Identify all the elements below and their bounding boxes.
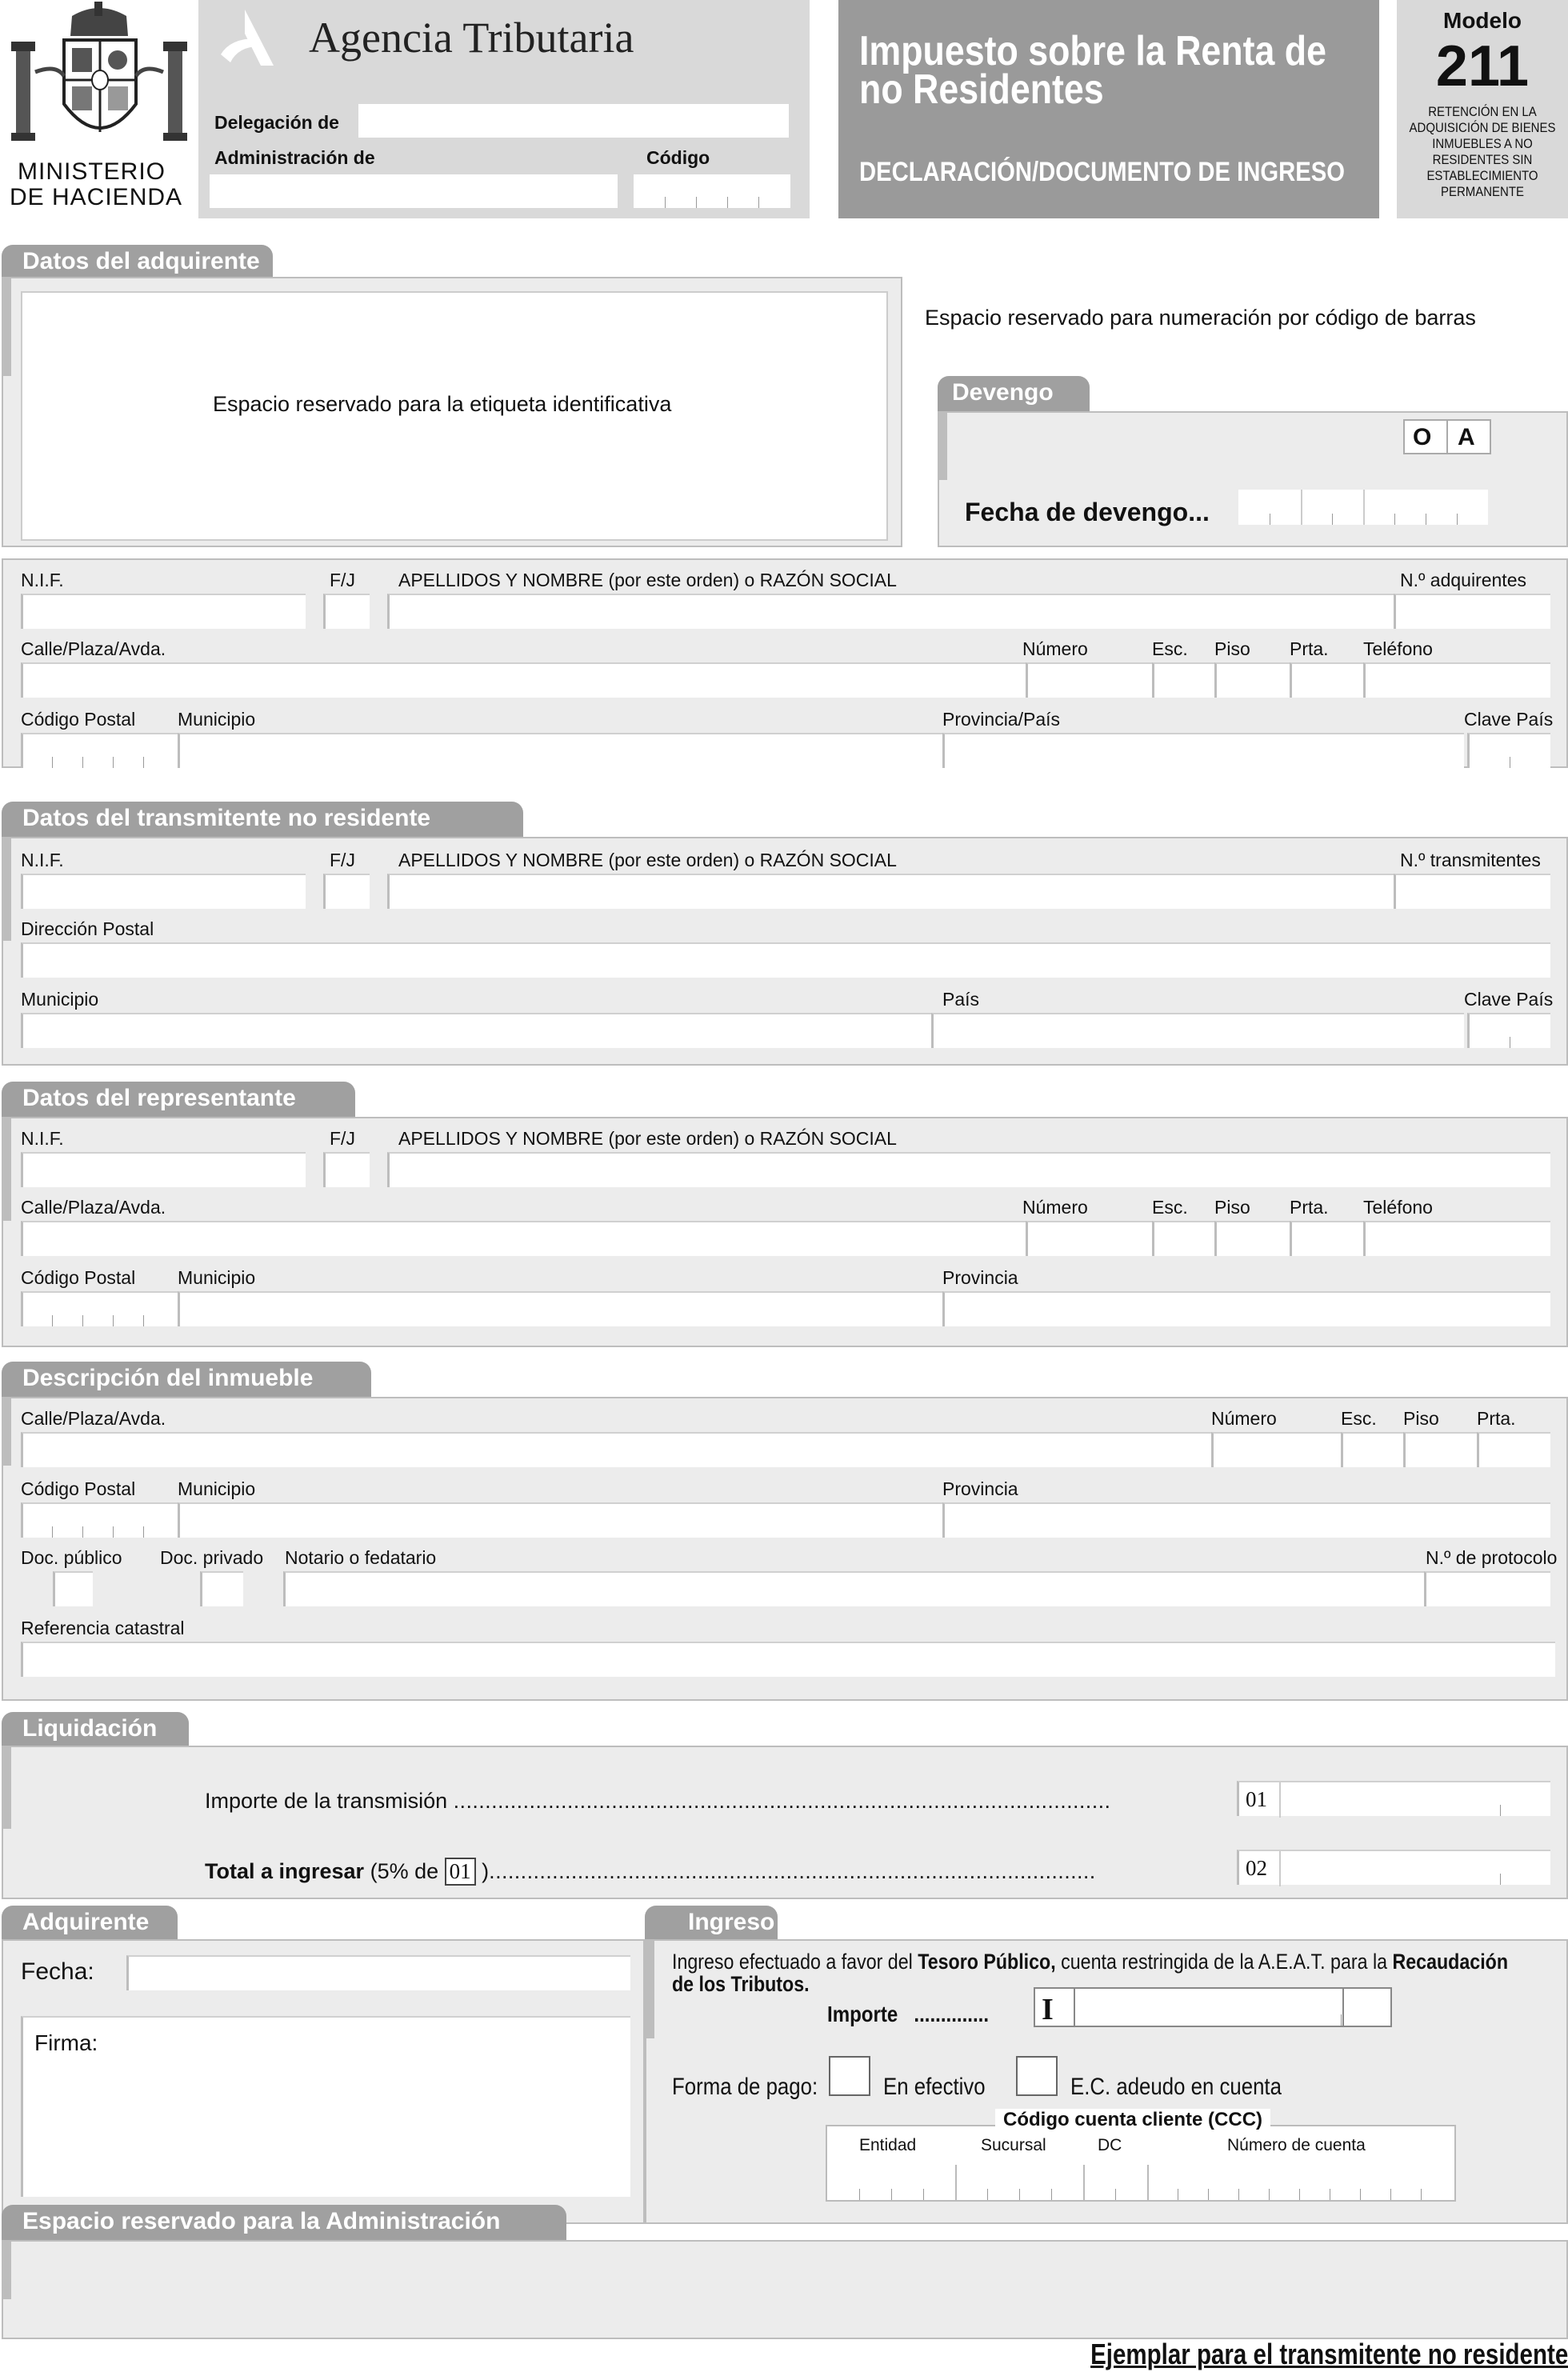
rep-cp-label: Código Postal [21, 1267, 136, 1288]
casilla-02: 02 [1246, 1856, 1267, 1880]
adq-esc-field[interactable] [1152, 662, 1214, 698]
adq-count-field[interactable] [1394, 594, 1550, 629]
tab-adquirente-firma: Adquirente [2, 1906, 178, 1941]
inm-notario-label: Notario o fedatario [285, 1547, 437, 1568]
adq-clave-pais-field[interactable] [1467, 733, 1550, 768]
adq-telefono-field[interactable] [1363, 662, 1550, 698]
tr-direccion-field[interactable] [21, 942, 1550, 978]
rep-fj-label: F/J [330, 1128, 355, 1149]
codigo-field[interactable] [634, 174, 790, 208]
tr-clave-pais-field[interactable] [1467, 1013, 1550, 1048]
adq-street-field[interactable] [21, 662, 1026, 698]
inm-protocolo-label: N.º de protocolo [1426, 1547, 1558, 1568]
modelo-panel [1397, 0, 1568, 218]
tab-transmitente: Datos del transmitente no residente [2, 802, 523, 838]
inm-protocolo-field[interactable] [1424, 1571, 1550, 1606]
adq-numero-label: Número [1022, 638, 1088, 659]
agency-panel [198, 0, 810, 218]
adq-telefono-label: Teléfono [1363, 638, 1433, 659]
tab-representante: Datos del representante [2, 1082, 355, 1118]
tr-clave-pais-label: Clave País [1464, 989, 1554, 1010]
tr-count-label: N.º transmitentes [1400, 850, 1541, 870]
rep-esc-label: Esc. [1152, 1197, 1188, 1218]
ingreso-text: Ingreso efectuado a favor del Tesoro Público, cuenta restringida de la A.E.A.T. para la Recaudación de los Tributos. [672, 1950, 1509, 1996]
title-panel [838, 0, 1379, 218]
agency-logo-icon [214, 6, 277, 69]
ministry-name-line2: DE HACIENDA [10, 184, 183, 210]
adq-numero-field[interactable] [1026, 662, 1152, 698]
rep-numero-field[interactable] [1026, 1221, 1152, 1256]
tr-pais-label: País [942, 989, 980, 1010]
tr-pais-field[interactable] [931, 1013, 1464, 1048]
rep-telefono-label: Teléfono [1363, 1197, 1433, 1218]
adq-nif-field[interactable] [21, 594, 306, 629]
efectivo-label: En efectivo [883, 2074, 986, 2100]
tr-count-field[interactable] [1394, 874, 1550, 909]
rep-provincia-field[interactable] [942, 1291, 1550, 1326]
rep-nif-label: N.I.F. [21, 1128, 64, 1149]
total-ingresar-field[interactable] [1237, 1850, 1550, 1885]
adq-piso-label: Piso [1214, 638, 1250, 659]
rep-numero-label: Número [1022, 1197, 1088, 1218]
rep-telefono-field[interactable] [1363, 1221, 1550, 1256]
inm-provincia-label: Provincia [942, 1478, 1018, 1499]
etiqueta-text: Espacio reservado para la etiqueta identificativa [213, 392, 672, 416]
fecha-label: Fecha: [21, 1958, 94, 1985]
forma-pago-label: Forma de pago: [672, 2074, 818, 2100]
ministry-logo [8, 0, 200, 216]
title-line2: no Residentes [859, 66, 1104, 113]
ingreso-importe-field[interactable] [1034, 1987, 1392, 2027]
adeudo-checkbox[interactable] [1016, 2056, 1058, 2096]
etiqueta-box [21, 291, 888, 541]
adq-fj-field[interactable] [323, 594, 370, 629]
adq-provincia-field[interactable] [942, 733, 1464, 768]
devengo-o: O [1413, 424, 1432, 450]
importe-transmision-field[interactable] [1237, 1781, 1550, 1816]
adq-name-label: APELLIDOS Y NOMBRE (por este orden) o RAZÓN SOCIAL [398, 570, 897, 590]
adq-fj-label: F/J [330, 570, 355, 590]
delegacion-field[interactable] [358, 104, 789, 138]
efectivo-checkbox[interactable] [829, 2056, 870, 2096]
rep-piso-label: Piso [1214, 1197, 1250, 1218]
codigo-label: Código [646, 147, 710, 168]
firma-label: Firma: [34, 2030, 98, 2055]
agency-name: Agencia Tributaria [309, 14, 634, 62]
inm-ref-catastral-label: Referencia catastral [21, 1618, 185, 1638]
rep-esc-field[interactable] [1152, 1221, 1214, 1256]
inm-ref-catastral-field[interactable] [21, 1642, 1555, 1677]
adq-name-field[interactable] [387, 594, 1394, 629]
ccc-box [826, 2109, 1456, 2202]
tr-nif-label: N.I.F. [21, 850, 64, 870]
adq-street-label: Calle/Plaza/Avda. [21, 638, 166, 659]
rep-name-field[interactable] [387, 1152, 1550, 1187]
ccc-sucursal-label: Sucursal [981, 2136, 1046, 2154]
rep-fj-field[interactable] [323, 1152, 370, 1187]
importe-i-letter: I [1042, 1993, 1054, 2026]
modelo-label: Modelo [1443, 8, 1522, 33]
tab-liquidacion: Liquidación [2, 1712, 189, 1747]
rep-cp-field[interactable] [21, 1291, 178, 1326]
importe-transmision-label: Importe de la transmisión ........................................................................................................ [205, 1789, 1111, 1813]
title-subtitle: DECLARACIÓN/DOCUMENTO DE INGRESO [859, 157, 1346, 187]
inm-esc-label: Esc. [1341, 1408, 1377, 1429]
rep-municipio-field[interactable] [178, 1291, 942, 1326]
tab-administracion: Espacio reservado para la Administración [2, 2205, 566, 2242]
rep-municipio-label: Municipio [178, 1267, 256, 1288]
rep-street-label: Calle/Plaza/Avda. [21, 1197, 166, 1218]
modelo-number: 211 [1435, 34, 1530, 98]
adq-count-label: N.º adquirentes [1400, 570, 1526, 590]
fecha-field[interactable] [126, 1955, 630, 1990]
total-ref-01: 01 [445, 1858, 476, 1886]
inm-numero-field[interactable] [1211, 1432, 1341, 1467]
adq-municipio-field[interactable] [178, 733, 942, 768]
inm-municipio-label: Municipio [178, 1478, 256, 1499]
tr-name-label: APELLIDOS Y NOMBRE (por este orden) o RAZÓN SOCIAL [398, 850, 897, 870]
rep-name-label: APELLIDOS Y NOMBRE (por este orden) o RAZÓN SOCIAL [398, 1128, 897, 1149]
coat-of-arms-icon [8, 0, 200, 160]
firma-field[interactable] [21, 2016, 630, 2197]
inm-notario-field[interactable] [283, 1571, 1424, 1606]
ccc-title: Código cuenta cliente (CCC) [995, 2109, 1270, 2131]
inm-doc-privado-checkbox[interactable] [200, 1571, 243, 1606]
rep-nif-field[interactable] [21, 1152, 306, 1187]
tr-name-field[interactable] [387, 874, 1394, 909]
ccc-numero-cuenta-label: Número de cuenta [1227, 2136, 1366, 2154]
adq-municipio-label: Municipio [178, 709, 256, 730]
barcode-space-text: Espacio reservado para numeración por código de barras [925, 306, 1476, 330]
tab-ingreso: Ingreso [645, 1906, 778, 1941]
inm-cp-label: Código Postal [21, 1478, 136, 1499]
adq-piso-field[interactable] [1214, 662, 1290, 698]
tr-direccion-label: Dirección Postal [21, 918, 154, 939]
footer-copy-label: Ejemplar para el transmitente no residente [1090, 2338, 1568, 2370]
inm-doc-publico-checkbox[interactable] [53, 1571, 93, 1606]
adq-prta-label: Prta. [1290, 638, 1329, 659]
adq-cp-label: Código Postal [21, 709, 136, 730]
tr-nif-field[interactable] [21, 874, 306, 909]
fecha-devengo-label: Fecha de devengo... [965, 498, 1210, 526]
tab-devengo: Devengo [938, 376, 1090, 411]
adq-prta-field[interactable] [1290, 662, 1363, 698]
inm-piso-field[interactable] [1403, 1432, 1477, 1467]
devengo-a: A [1458, 424, 1475, 450]
inm-municipio-field[interactable] [178, 1502, 942, 1538]
administracion-panel [2, 2240, 1568, 2339]
ccc-dc-label: DC [1098, 2136, 1122, 2154]
adq-esc-label: Esc. [1152, 638, 1188, 659]
devengo-period-box[interactable] [1403, 419, 1491, 454]
total-ingresar-label: Total a ingresar (5% de 01 )................................................................................................ [205, 1858, 1096, 1886]
inm-doc-publico-label: Doc. público [21, 1547, 122, 1568]
adq-cp-field[interactable] [21, 733, 178, 768]
inm-prta-field[interactable] [1477, 1432, 1550, 1467]
inm-cp-field[interactable] [21, 1502, 178, 1538]
adq-clave-pais-label: Clave País [1464, 709, 1554, 730]
rep-piso-field[interactable] [1214, 1221, 1290, 1256]
tab-inmueble: Descripción del inmueble [2, 1362, 371, 1398]
tr-fj-field[interactable] [323, 874, 370, 909]
title-line1: Impuesto sobre la Renta de [859, 28, 1326, 74]
rep-prta-field[interactable] [1290, 1221, 1363, 1256]
inm-piso-label: Piso [1403, 1408, 1439, 1429]
ministry-name-line1: MINISTERIO [18, 158, 166, 185]
casilla-01: 01 [1246, 1787, 1267, 1811]
ccc-entidad-label: Entidad [859, 2136, 917, 2154]
fecha-devengo-field[interactable] [1238, 490, 1488, 525]
inm-prta-label: Prta. [1477, 1408, 1516, 1429]
rep-prta-label: Prta. [1290, 1197, 1329, 1218]
rep-provincia-label: Provincia [942, 1267, 1018, 1288]
tr-municipio-field[interactable] [21, 1013, 933, 1048]
tr-fj-label: F/J [330, 850, 355, 870]
inm-street-label: Calle/Plaza/Avda. [21, 1408, 166, 1429]
inm-provincia-field[interactable] [942, 1502, 1550, 1538]
rep-street-field[interactable] [21, 1221, 1026, 1256]
adq-nif-label: N.I.F. [21, 570, 64, 590]
administracion-label: Administración de [214, 147, 375, 168]
adeudo-label: E.C. adeudo en cuenta [1070, 2074, 1282, 2100]
adq-provincia-label: Provincia/País [942, 709, 1061, 730]
tr-municipio-label: Municipio [21, 989, 99, 1010]
ccc-digits-field[interactable] [827, 2158, 1454, 2200]
delegacion-label: Delegación de [214, 112, 339, 133]
tab-datos-adquirente: Datos del adquirente [2, 245, 273, 278]
inm-doc-privado-label: Doc. privado [160, 1547, 264, 1568]
ingreso-importe-label: Importe .............. [827, 2002, 990, 2026]
inm-esc-field[interactable] [1341, 1432, 1403, 1467]
inm-numero-label: Número [1211, 1408, 1277, 1429]
modelo-description: RETENCIÓN EN LA ADQUISICIÓN DE BIENES INMUEBLES A NO RESIDENTES SIN ESTABLECIMIENTO PERMANENTE [1409, 104, 1556, 199]
administracion-field[interactable] [210, 174, 618, 208]
inm-street-field[interactable] [21, 1432, 1211, 1467]
